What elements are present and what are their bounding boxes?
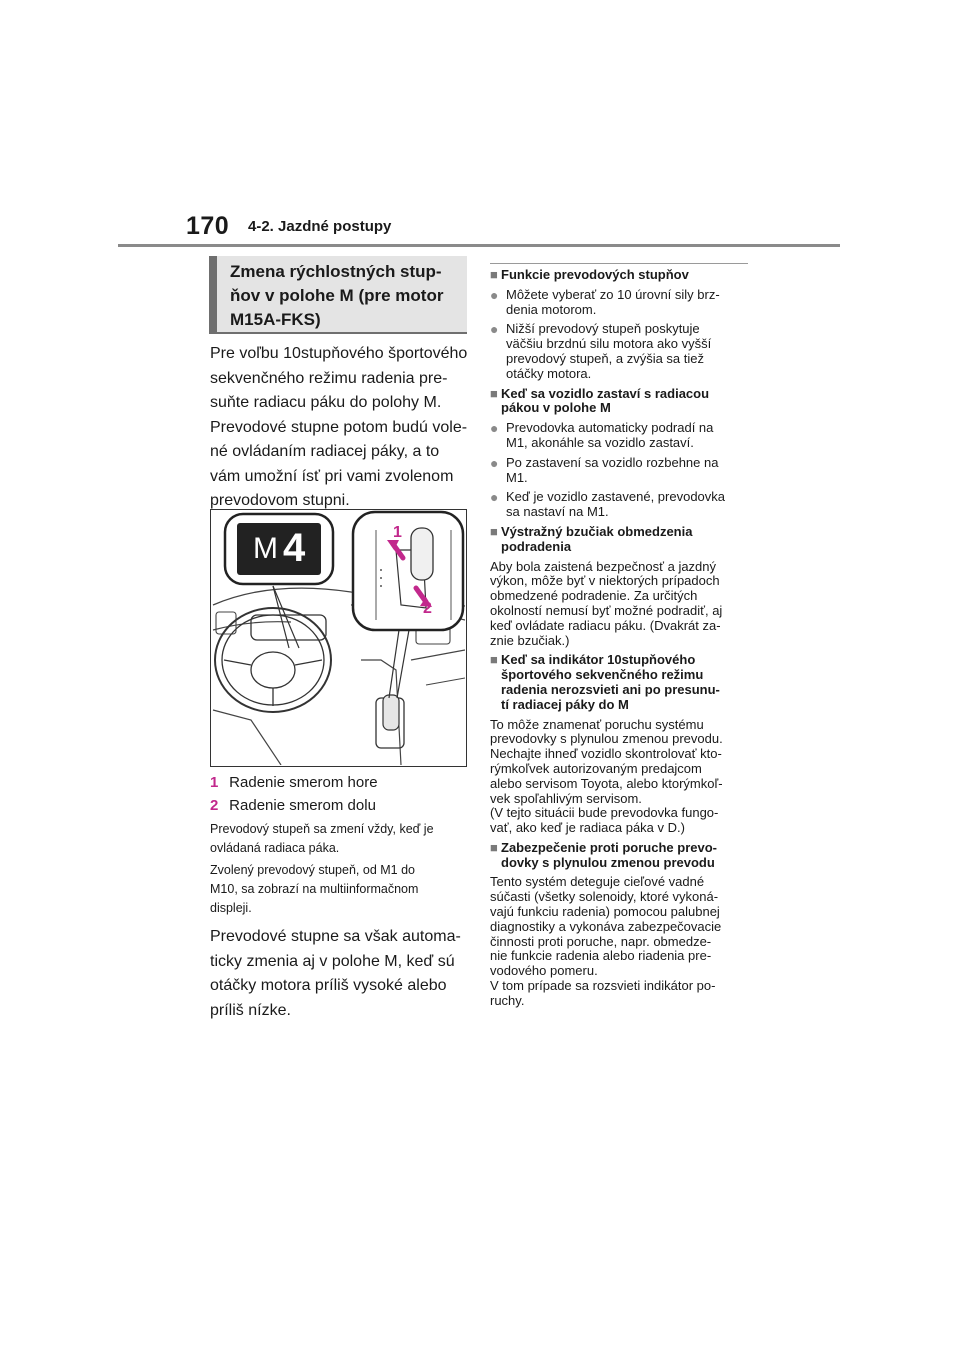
header-rule: [118, 244, 840, 247]
square-bullet-icon: ■: [490, 652, 498, 668]
note-line: ovládaná radiaca páka.: [210, 841, 340, 855]
square-bullet-icon: ■: [490, 523, 498, 539]
bullet-item: [490, 322, 748, 381]
heading-downshift-buzzer: [490, 525, 748, 555]
square-bullet-icon: ■: [490, 385, 498, 401]
intro-line: prevodovom stupni.: [210, 492, 350, 509]
bullet-item: [490, 456, 748, 486]
paragraph-line: keď ovládate radiacu páku. (Dvakrát za-: [490, 617, 721, 633]
heading-stop-in-m: [490, 387, 748, 417]
note-line: displeji.: [210, 901, 252, 915]
bullet-line: väčšiu brzdnú silu motora ako vyšší: [506, 336, 712, 352]
paragraph-line: nie funkcie radenia alebo riadenia pre-: [490, 948, 712, 964]
paragraph-line: (V tejto situácii bude prevodovka fungo-: [490, 805, 719, 821]
paragraph-line: rýmkoľvek autorizovaným predajcom: [490, 760, 702, 776]
illustration-svg: [211, 510, 465, 765]
paragraph-line: výkon, môže byť v niektorých prípadoch: [490, 573, 720, 589]
heading-fail-safe: [490, 841, 748, 871]
bullet-line: prevodový stupeň, a zvýšia sa tiež: [506, 350, 704, 366]
display-mode-letter: M: [253, 532, 278, 565]
paragraph-line: vajú funkciu radenia) pomocou palubnej: [490, 904, 720, 920]
bullet-item: [490, 288, 748, 318]
intro-line: Pre voľbu 10stupňového športového: [210, 345, 468, 362]
callout-downshift: 2: [423, 600, 432, 617]
note-line: M10, sa zobrazí na multiinformačnom: [210, 882, 419, 896]
circle-bullet-icon: ●: [490, 286, 499, 303]
body-line: príliš nízke.: [210, 1001, 291, 1019]
paragraph-line: vať, ako keď je radiaca páka v D.): [490, 820, 685, 836]
topic-title: [230, 260, 470, 332]
bullet-line: Môžete vyberať zo 10 úrovní sily brz-: [506, 286, 720, 302]
auto-shift-paragraph: [210, 925, 468, 1023]
square-bullet-icon: ■: [490, 839, 498, 855]
square-bullet-icon: ■: [490, 267, 498, 282]
note-line: Zvolený prevodový stupeň, od M1 do: [210, 863, 415, 877]
intro-line: suňte radiacu páku do polohy M.: [210, 394, 442, 411]
legend-text: Radenie smerom dolu: [229, 797, 376, 814]
heading-text: podradenia: [501, 538, 572, 554]
page-number: 170: [186, 212, 230, 240]
paragraph-line: Nechajte ihneď vozidlo skontrolovať kto-: [490, 746, 722, 762]
right-column: [490, 262, 748, 1014]
body-line: otáčky motora príliš vysoké alebo: [210, 977, 447, 994]
paragraph-line: súčasti (všetky solenoidy, ktoré vykoná-: [490, 889, 719, 905]
paragraph-line: činnosti proti poruche, napr. obmedze-: [490, 933, 712, 949]
paragraph-line: Aby bola zaistená bezpečnosť a jazdný: [490, 558, 717, 574]
circle-bullet-icon: ●: [490, 420, 499, 437]
paragraph-line: obmedzené podradenie. Za určitých: [490, 588, 698, 604]
heading-text: Keď sa indikátor 10stupňového: [501, 652, 696, 668]
intro-line: né ovládaním radiacej páky, a to: [210, 443, 440, 460]
bullet-line: Po zastavení sa vozidlo rozbehne na: [506, 454, 719, 470]
legend-item-downshift: [210, 795, 376, 817]
paragraph-line: diagnostiky a vykonáva zabezpečovacie: [490, 918, 722, 934]
paragraph-indicator: [490, 718, 748, 836]
bullet-line: Prevodovka automaticky podradí na: [506, 420, 714, 436]
heading-text: tí radiacej páky do M: [501, 696, 629, 712]
legend-number: 1: [210, 774, 219, 791]
intro-line: sekvenčného režimu radenia pre-: [210, 369, 448, 387]
bullet-line: M1, akonáhle sa vozidlo zastaví.: [506, 434, 694, 450]
paragraph-line: vodového pomeru.: [490, 963, 598, 979]
paragraph-line: ruchy.: [490, 992, 525, 1008]
bullet-line: Nižší prevodový stupeň poskytuje: [506, 321, 700, 337]
note-gear-change: [210, 820, 468, 858]
heading-text: Funkcie prevodových stupňov: [501, 267, 689, 282]
heading-text: športového sekvenčného režimu: [501, 667, 704, 683]
body-line: Prevodové stupne sa však automa-: [210, 928, 461, 945]
topic-title-line: Zmena rýchlostných stup-: [230, 262, 442, 281]
display-gear-number: 4: [283, 526, 306, 570]
note-line: Prevodový stupeň sa zmení vždy, keď je: [210, 822, 434, 836]
bullet-line: sa nastaví na M1.: [506, 504, 609, 520]
topic-title-line: ňov v polohe M (pre motor: [230, 286, 444, 305]
circle-bullet-icon: ●: [490, 321, 499, 338]
topic-box: [209, 256, 467, 334]
body-line: ticky zmenia aj v polohe M, keď sú: [210, 952, 455, 970]
shift-lever-illustration: [210, 509, 467, 767]
bullet-item: [490, 490, 748, 520]
circle-bullet-icon: ●: [490, 489, 499, 506]
paragraph-line: vek spoľahlivým servisom.: [490, 790, 642, 806]
heading-text: radenia nerozsvieti ani po presunu-: [501, 681, 720, 697]
paragraph-line: To môže znamenať poruchu systému: [490, 716, 704, 732]
heading-text: Zabezpečenie proti poruche prevo-: [501, 839, 717, 855]
intro-line: Prevodové stupne potom budú vole-: [210, 418, 468, 436]
heading-gear-functions: [490, 268, 748, 283]
note-gear-display: [210, 861, 468, 918]
bullet-line: denia motorom.: [506, 301, 597, 317]
heading-text: dovky s plynulou zmenou prevodu: [501, 854, 715, 870]
bullet-item: [490, 421, 748, 451]
paragraph-line: okolností nemusí byť možné podradiť, aj: [490, 602, 723, 618]
bullet-line: otáčky motora.: [506, 365, 592, 381]
bullet-line: Keď je vozidlo zastavené, prevodovka: [506, 489, 726, 505]
callout-upshift: 1: [393, 524, 402, 541]
heading-text: Keď sa vozidlo zastaví s radiacou: [501, 385, 710, 401]
legend-item-upshift: [210, 772, 378, 794]
section-heading: 4-2. Jazdné postupy: [248, 218, 392, 235]
paragraph-line: prevodovky s plynulou zmenou prevodu.: [490, 731, 723, 747]
heading-text: Výstražný bzučiak obmedzenia: [501, 523, 693, 539]
heading-text: pákou v polohe M: [501, 400, 611, 416]
intro-line: vám umožní ísť pri vami zvolenom: [210, 467, 454, 485]
paragraph-fail-safe: [490, 875, 748, 1008]
legend-number: 2: [210, 797, 219, 814]
intro-paragraph: [210, 342, 468, 514]
paragraph-line: Tento systém deteguje cieľové vadné: [490, 874, 705, 890]
heading-indicator-off: [490, 653, 748, 712]
paragraph-buzzer: [490, 560, 748, 649]
paragraph-line: V tom prípade sa rozsvieti indikátor po-: [490, 978, 716, 994]
topic-title-line: M15A-FKS): [230, 310, 321, 329]
legend-text: Radenie smerom hore: [229, 774, 378, 791]
bullet-line: M1.: [506, 469, 528, 485]
circle-bullet-icon: ●: [490, 454, 499, 471]
paragraph-line: alebo servisom Toyota, alebo ktorýmkoľ-: [490, 775, 723, 791]
paragraph-line: znie bzučiak.): [490, 632, 570, 648]
